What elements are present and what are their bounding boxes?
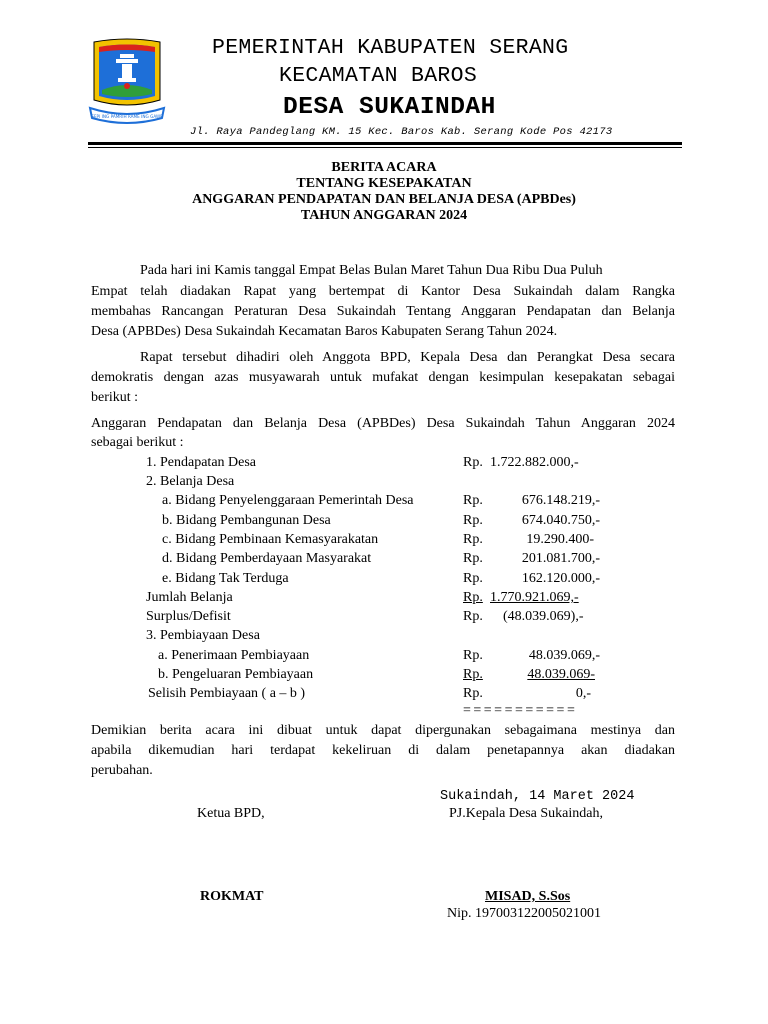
serang-regency-logo (88, 38, 166, 128)
budget-currency: Rp. (463, 590, 483, 605)
budget-currency: Rp. (463, 648, 483, 663)
budget-currency: Rp. (463, 609, 483, 624)
letterhead-address: Jl. Raya Pandeglang KM. 15 Kec. Baros Kab. Serang Kode Pos 42173 (190, 126, 613, 138)
budget-amount: 676.148.219,- (521, 493, 600, 508)
closing-line: Demikian berita acara ini dibuat untuk dapat dipergunakan sebagaimana mestinya dan (91, 723, 675, 738)
budget-label: 3. Pembiayaan Desa (146, 628, 260, 643)
signer-right-title: PJ.Kepala Desa Sukaindah, (449, 806, 603, 821)
budget-currency: Rp. (463, 667, 483, 682)
budget-currency: Rp. (463, 455, 483, 470)
paragraph-line: Pada hari ini Kamis tanggal Empat Belas Bulan Maret Tahun Dua Ribu Dua Puluh (140, 263, 603, 278)
closing-line: apabila dikemudian hari terdapat kekeliruan di dalam penetapannya akan diadakan (91, 743, 675, 758)
paragraph-line: Anggaran Pendapatan dan Belanja Desa (APBDes) Desa Sukaindah Tahun Anggaran 2024 (91, 416, 675, 431)
paragraph-line: sebagai berikut : (91, 435, 184, 450)
budget-currency: Rp. (463, 686, 483, 701)
budget-amount: 1.770.921.069,- (490, 590, 579, 605)
budget-label: a. Bidang Penyelenggaraan Pemerintah Desa (162, 493, 414, 508)
closing-line: perubahan. (91, 763, 153, 778)
budget-currency: Rp. (463, 551, 483, 566)
paragraph-line: berikut : (91, 390, 139, 405)
budget-currency: Rp. (463, 513, 483, 528)
paragraph-line: Rapat tersebut dihadiri oleh Anggota BPD, Kepala Desa dan Perangkat Desa secara (140, 350, 675, 365)
budget-amount: 162.120.000,- (521, 571, 600, 586)
budget-amount: 674.040.750,- (521, 513, 600, 528)
budget-separator: = = = = = = = = = = = (463, 703, 575, 718)
budget-label: Surplus/Defisit (146, 609, 231, 624)
budget-amount: 48.039.069- (527, 667, 595, 682)
letterhead-district: KECAMATAN BAROS (279, 64, 478, 88)
doc-title-1: BERITA ACARA (331, 160, 437, 175)
signer-right-name: MISAD, S.Sos (485, 889, 571, 904)
budget-amount: 201.081.700,- (521, 551, 600, 566)
budget-currency: Rp. (463, 571, 483, 586)
budget-label: 1. Pendapatan Desa (146, 455, 257, 470)
budget-label: d. Bidang Pemberdayaan Masyarakat (162, 551, 372, 566)
budget-amount: 0,- (575, 686, 591, 701)
budget-amount: 48.039.069,- (528, 648, 600, 663)
doc-title-4: TAHUN ANGGARAN 2024 (300, 208, 468, 223)
budget-label: Jumlah Belanja (146, 590, 233, 605)
budget-label: b. Pengeluaran Pembiayaan (158, 667, 314, 682)
letterhead-government: PEMERINTAH KABUPATEN SERANG (212, 36, 569, 60)
budget-label: a. Penerimaan Pembiayaan (158, 648, 310, 663)
signer-left-name: ROKMAT (200, 889, 264, 904)
budget-label: Selisih Pembiayaan ( a – b ) (148, 686, 306, 701)
place-date: Sukaindah, 14 Maret 2024 (440, 789, 635, 804)
budget-amount: 1.722.882.000,- (490, 455, 579, 470)
svg-text:SEPI ING PAMRIH RAME ING GAWE: SEPI ING PAMRIH RAME ING GAWE (91, 114, 163, 119)
budget-label: e. Bidang Tak Terduga (162, 571, 289, 586)
budget-label: 2. Belanja Desa (146, 474, 235, 489)
paragraph-line: Empat telah diadakan Rapat yang bertempat di Kantor Desa Sukaindah dalam Rangka (91, 284, 675, 299)
letterhead-rule-thin (88, 147, 682, 148)
paragraph-line: Desa (APBDes) Desa Sukaindah Kecamatan Baros Kabupaten Serang Tahun 2024. (91, 324, 558, 339)
budget-label: b. Bidang Pembangunan Desa (162, 513, 331, 528)
doc-title-3: ANGGARAN PENDAPATAN DAN BELANJA DESA (APBDes) (192, 192, 576, 207)
budget-amount: 19.290.400- (526, 532, 594, 547)
budget-currency: Rp. (463, 493, 483, 508)
signer-left-title: Ketua BPD, (197, 806, 265, 821)
letterhead-village: DESA SUKAINDAH (283, 94, 496, 121)
budget-amount: (48.039.069),- (503, 609, 584, 624)
paragraph-line: demokratis dengan azas musyawarah untuk mufakat dengan kesimpulan kesepakatan sebagai (91, 370, 675, 385)
paragraph-line: membahas Rancangan Peraturan Desa Sukaindah Tentang Anggaran Pendapatan dan Belanja (91, 304, 675, 319)
budget-currency: Rp. (463, 532, 483, 547)
budget-label: c. Bidang Pembinaan Kemasyarakatan (162, 532, 379, 547)
letterhead-rule-thick (88, 142, 682, 145)
doc-title-2: TENTANG KESEPAKATAN (296, 176, 472, 191)
signer-right-nip: Nip. 197003122005021001 (447, 906, 601, 921)
